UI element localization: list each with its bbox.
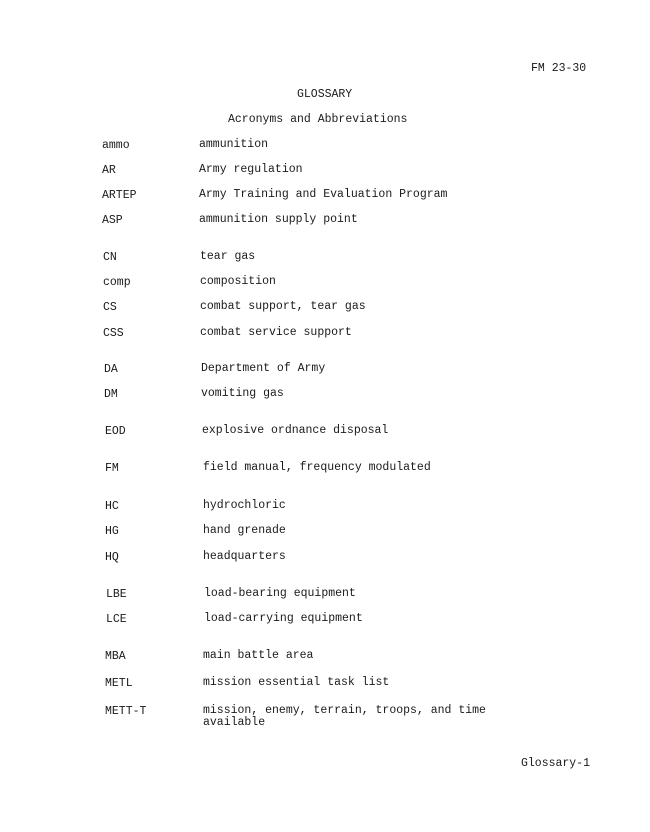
glossary-term: ASP [102,214,123,227]
glossary-definition: ammunition [199,138,269,151]
glossary-definition: Army Training and Evaluation Program [199,188,448,201]
page-footer: Glossary-1 [521,757,591,770]
glossary-term: HC [105,500,119,513]
glossary-definition: load-carrying equipment [204,612,363,625]
glossary-term: CS [103,301,117,314]
glossary-term: DA [104,363,118,376]
glossary-definition: combat support, tear gas [200,300,366,313]
glossary-term: ARTEP [102,189,137,202]
glossary-definition: combat service support [200,326,352,339]
glossary-term: CN [103,251,117,264]
glossary-term: LCE [106,613,127,626]
glossary-definition: Department of Army [201,362,326,375]
glossary-definition: vomiting gas [201,387,284,400]
glossary-term: comp [103,276,131,289]
glossary-term: EOD [105,425,126,438]
glossary-definition: ammunition supply point [199,213,358,226]
glossary-term: HQ [105,551,119,564]
glossary-term: METT-T [105,705,147,718]
glossary-term: AR [102,164,116,177]
section-subtitle: Acronyms and Abbreviations [228,113,408,126]
glossary-term: MBA [105,650,126,663]
glossary-definition: hydrochloric [203,499,286,512]
glossary-definition: tear gas [200,250,256,263]
glossary-definition: main battle area [203,649,314,662]
glossary-term: METL [105,677,133,690]
glossary-definition: load-bearing equipment [204,587,356,600]
glossary-term: CSS [103,327,124,340]
glossary-term: FM [105,462,119,475]
glossary-definition: explosive ordnance disposal [202,424,389,437]
glossary-definition: mission essential task list [203,676,390,689]
glossary-definition: hand grenade [203,524,286,537]
glossary-term: DM [104,388,118,401]
document-number: FM 23-30 [531,62,587,75]
glossary-definition: Army regulation [199,163,303,176]
glossary-definition: mission, enemy, terrain, troops, and time available [203,704,486,729]
glossary-term: HG [105,525,119,538]
glossary-definition: headquarters [203,550,286,563]
page-title: GLOSSARY [297,88,353,101]
glossary-definition: field manual, frequency modulated [203,461,431,474]
glossary-definition: composition [200,275,276,288]
glossary-term: ammo [102,139,130,152]
glossary-term: LBE [106,588,127,601]
